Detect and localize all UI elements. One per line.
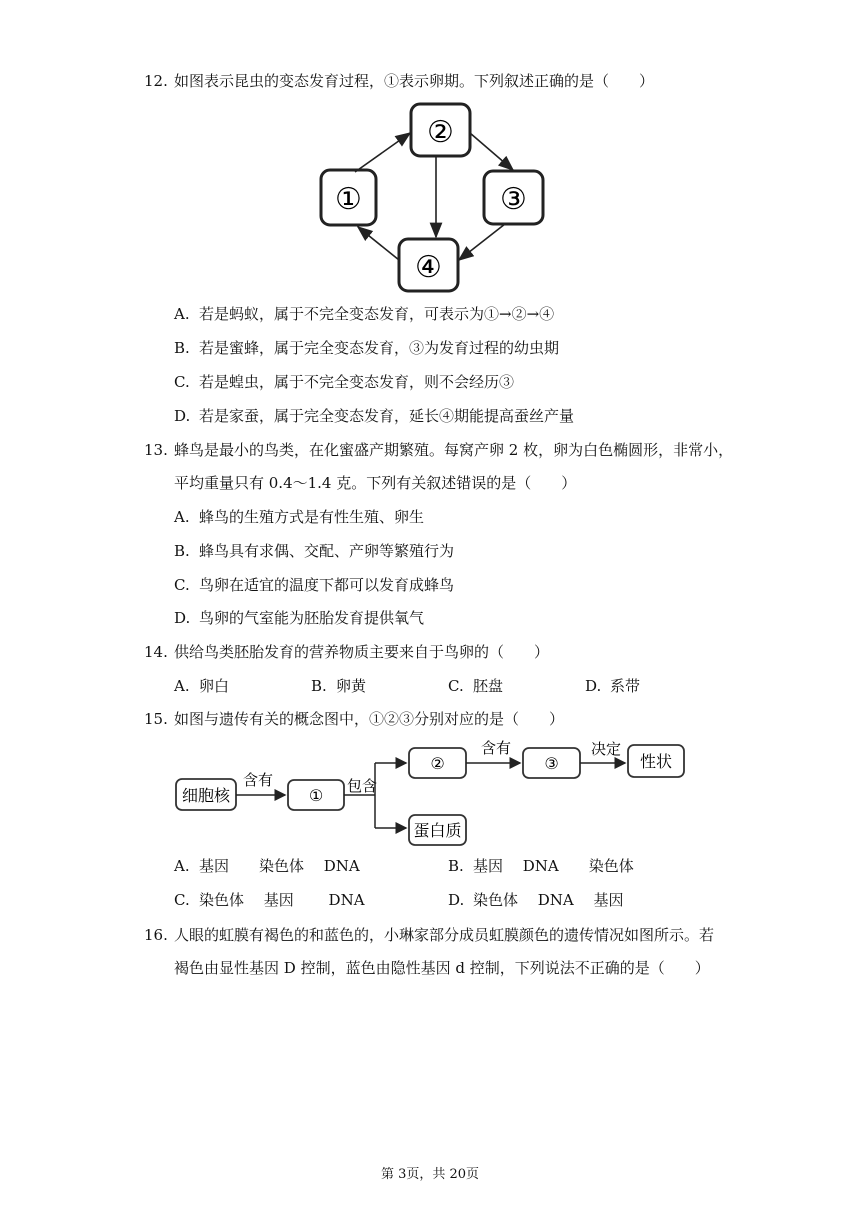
q14-option-b[interactable]: B. 卵黄 [311, 677, 367, 695]
q16-stem-line1: 人眼的虹膜有褐色的和蓝色的，小琳家部分成员虹膜颜色的遗传情况如图所示。若 [174, 926, 715, 944]
q15-node-2 [409, 748, 466, 778]
svg-text:细胞核: 细胞核 [181, 786, 231, 805]
svg-text:②: ② [427, 115, 454, 150]
q12-node-2 [411, 104, 470, 156]
q15-node-nucleus [176, 779, 236, 810]
q14-option-d[interactable]: D. 系带 [585, 677, 641, 695]
q15-number: 15. [144, 710, 168, 728]
svg-text:②: ② [430, 754, 445, 773]
q15-option-c[interactable]: C. 染色体 基因 DNA [174, 891, 365, 909]
q15-label-contains-1: 含有 [242, 771, 274, 789]
q12-arrow-2-to-3 [470, 133, 513, 170]
q13-number: 13. [144, 441, 168, 459]
q15-node-protein [409, 815, 466, 845]
q14-option-c[interactable]: C. 胚盘 [448, 677, 504, 695]
svg-text:①: ① [308, 786, 324, 805]
q12-node-4 [399, 239, 458, 291]
q14-option-a[interactable]: A. 卵白 [174, 677, 230, 695]
q14-stem [144, 642, 549, 662]
q15-stem [144, 709, 564, 729]
q16-stem-line2: 褐色由显性基因 D 控制，蓝色由隐性基因 d 控制，下列说法不正确的是（ ） [174, 959, 710, 977]
svg-text:④: ④ [415, 250, 442, 285]
q13-stem [144, 440, 733, 460]
q12-arrow-1-to-2 [355, 133, 410, 172]
q13-option-b[interactable]: B. 蜂鸟具有求偶、交配、产卵等繁殖行为 [174, 542, 455, 560]
q14-stem-text: 供给鸟类胚胎发育的营养物质主要来自于鸟卵的（ ） [174, 643, 550, 661]
q15-option-b[interactable]: B. 基因 DNA 染色体 [448, 857, 634, 875]
q12-arrow-3-to-4 [459, 224, 505, 260]
svg-text:性状: 性状 [639, 752, 673, 771]
q14-number: 14. [144, 643, 168, 661]
q12-option-d[interactable]: D. 若是家蚕，属于完全变态发育，延长④期能提高蚕丝产量 [174, 407, 575, 425]
q13-option-d[interactable]: D. 鸟卵的气室能为胚胎发育提供氧气 [174, 609, 425, 627]
q13-option-c[interactable]: C. 鸟卵在适宜的温度下都可以发育成蜂鸟 [174, 576, 455, 594]
q16-stem [144, 925, 714, 945]
q15-label-includes: 包含 [346, 777, 378, 795]
q12-option-a[interactable]: A. 若是蚂蚁，属于不完全变态发育，可表示为①→②→④ [174, 305, 555, 323]
q16-number: 16. [144, 926, 168, 944]
q12-node-3 [484, 171, 543, 224]
q12-option-b[interactable]: B. 若是蜜蜂，属于完全变态发育，③为发育过程的幼虫期 [174, 339, 560, 357]
q12-option-c[interactable]: C. 若是蝗虫，属于不完全变态发育，则不会经历③ [174, 373, 515, 391]
svg-text:③: ③ [544, 754, 559, 773]
q12-arrow-4-to-1 [358, 227, 399, 260]
q15-stem-text: 如图与遗传有关的概念图中，①②③分别对应的是（ ） [174, 710, 565, 728]
q12-node-1 [321, 170, 376, 225]
q12-lifecycle-diagram [310, 100, 555, 298]
q13-stem-line2: 平均重量只有 0.4～1.4 克。下列有关叙述错误的是（ ） [174, 474, 577, 492]
q13-stem-line1: 蜂鸟是最小的鸟类，在化蜜盛产期繁殖。每窝产卵 2 枚，卵为白色椭圆形，非常小， [174, 441, 734, 459]
q12-stem-text: 如图表示昆虫的变态发育过程，①表示卵期。下列叙述正确的是（ ） [174, 72, 655, 90]
q13-option-a[interactable]: A. 蜂鸟的生殖方式是有性生殖、卵生 [174, 508, 425, 526]
q15-node-3 [523, 748, 580, 778]
q15-option-d[interactable]: D. 染色体 DNA 基因 [448, 891, 624, 909]
svg-text:①: ① [335, 182, 362, 217]
svg-text:③: ③ [500, 182, 527, 217]
q15-node-trait [628, 745, 684, 777]
page-footer: 第 3页，共 20页 [380, 1167, 480, 1182]
q15-concept-map [170, 735, 695, 850]
q12-stem [144, 71, 654, 91]
q15-label-contains-2: 含有 [480, 739, 512, 757]
q15-option-a[interactable]: A. 基因 染色体 DNA [174, 857, 360, 875]
q15-node-1 [288, 780, 344, 810]
q12-number: 12. [144, 72, 168, 90]
svg-text:蛋白质: 蛋白质 [413, 821, 462, 840]
q15-label-decides: 决定 [590, 740, 622, 758]
